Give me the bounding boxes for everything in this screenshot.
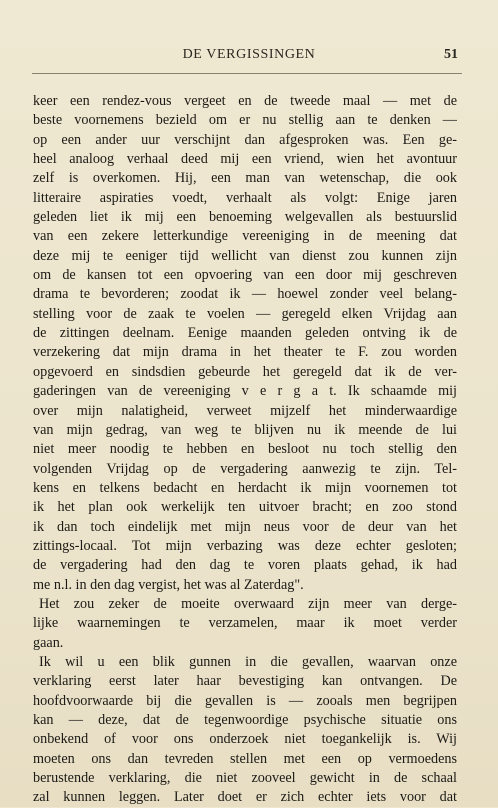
text-line: drama te bevorderen; zoodat ik — hoewel zonder veel belang- xyxy=(33,286,457,303)
text-line: verklaring eerst later haar bevestiging kan ontvangen. De xyxy=(33,673,457,690)
text-line: niet meer noodig te hebben en besloot nu toch stellig den xyxy=(33,441,457,458)
text-line: Ik wil u een blik gunnen in die gevallen, waarvan onze xyxy=(39,653,457,670)
text-line: gaderingen van de vereeniging v e r g a t. Ik schaamde mij xyxy=(33,383,457,400)
text-line: van een zekere letterkundige vereeniging in de meening dat xyxy=(33,228,457,245)
text-line: kens en telkens bedacht en herdacht ik mijn voornemen tot xyxy=(33,479,457,496)
text-line: deze mij te eeniger tijd wellicht van dienst zou kunnen zijn xyxy=(33,247,457,264)
text-line: litteraire aspiraties voedt, verhaalt als volgt: Enige jaren xyxy=(33,189,457,206)
text-line: verzekering dat mijn drama in het theater te F. zou worden xyxy=(33,344,457,361)
text-line: de zittingen deelnam. Eenige maanden geleden ontving ik de xyxy=(33,325,457,342)
header-rule xyxy=(32,73,462,74)
text-line: hoofdvoorwaarde bij die gevallen is — zooals men begrijpen xyxy=(33,692,457,709)
text-line: volgenden Vrijdag op de vergadering aanwezig te zijn. Tel- xyxy=(33,460,457,477)
text-line: onbekend of voor ons onderzoek niet toegankelijk is. Wij xyxy=(33,731,457,748)
text-line: lijke waarnemingen te verzamelen, maar ik moet verder xyxy=(33,615,457,632)
body-text xyxy=(33,92,457,808)
text-line: zelf is overkomen. Hij, een man van wetenschap, die ook xyxy=(33,170,457,187)
text-line: moeten ons dan tevreden stellen met een op vermoedens xyxy=(33,750,457,767)
running-head xyxy=(0,47,498,67)
text-line: opgevoerd en sindsdien gebeurde het geregeld dat ik de ver- xyxy=(33,363,457,380)
text-line: gaan. xyxy=(33,634,64,651)
text-line: ik dan toch eindelijk met mijn neus voor de deur van het xyxy=(33,518,457,535)
text-line: keer een rendez-vous vergeet en de tweede maal — met de xyxy=(33,93,457,109)
text-line: om de kansen tot een opvoering van een door mij geschreven xyxy=(33,267,457,284)
text-line: op een ander uur verschijnt dan afgesproken was. Een ge- xyxy=(33,131,457,148)
text-line: stelling voor de zaak te voelen — geregeld elken Vrijdag aan xyxy=(33,305,457,322)
running-title: DE VERGISSINGEN xyxy=(182,47,316,62)
text-line: berustende verklaring, die niet zooveel gewicht in de schaal xyxy=(33,770,457,787)
text-line: heel analoog verhaal deed mij een vriend, wien het avontuur xyxy=(33,151,457,168)
text-line: geleden liet ik mij een benoeming welgevallen als bestuurslid xyxy=(33,209,457,226)
text-line: beste voornemens bezield om er nu stellig aan te denken — xyxy=(33,112,457,129)
page-number: 51 xyxy=(444,47,458,62)
text-line: de vergadering had den dag te voren plaats gehad, ik had xyxy=(33,557,457,574)
text-line: ik het plan ook werkelijk ten uitvoer bracht; en zoo stond xyxy=(33,499,457,516)
text-line: kan — deze, dat de tegenwoordige psychische situatie ons xyxy=(33,712,457,728)
text-line: me n.l. in den dag vergist, het was al Zaterdag". xyxy=(33,576,304,593)
text-line: zittings-locaal. Tot mijn verbazing was deze echter gesloten; xyxy=(33,537,457,554)
text-line: van mijn gedrag, van weg te blijven nu ik meende de lui xyxy=(33,421,457,438)
text-line: Het zou zeker de moeite overwaard zijn meer van derge- xyxy=(39,595,457,612)
text-line: over mijn nalatigheid, verweet mijzelf het minderwaardige xyxy=(33,402,457,419)
text-line: zal kunnen leggen. Later doet er zich echter iets voor dat xyxy=(33,789,457,806)
